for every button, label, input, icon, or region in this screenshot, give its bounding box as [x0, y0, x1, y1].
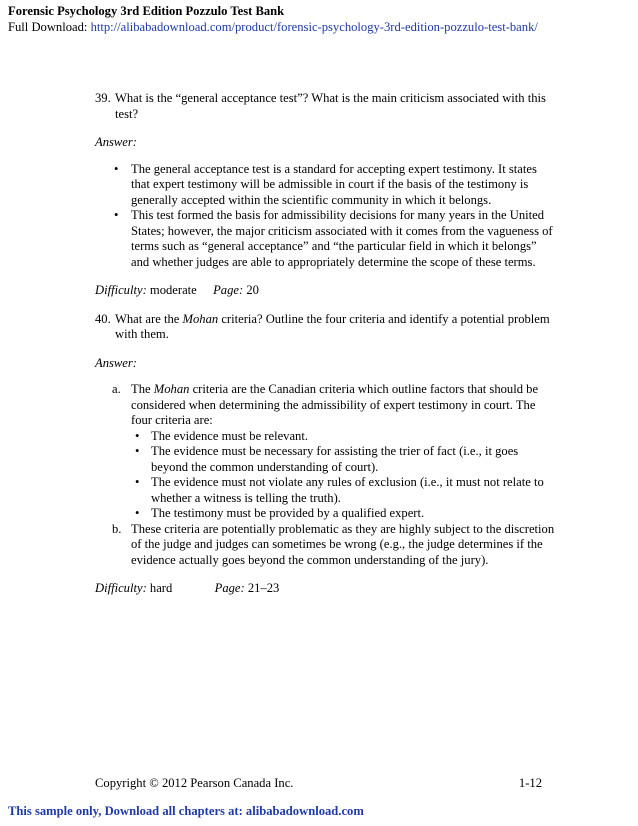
answer-text-emphasis: Mohan [153, 382, 190, 396]
answer-bullets [95, 162, 555, 271]
page-footer [95, 776, 542, 792]
copyright: Copyright © 2012 Pearson Canada Inc. [95, 776, 294, 790]
answer-item-b [95, 522, 555, 569]
question-text [115, 312, 555, 343]
download-prefix: Full Download: [8, 20, 91, 34]
answer-item-a [95, 382, 555, 522]
difficulty-label: Difficulty: [95, 581, 147, 595]
download-line [8, 19, 634, 35]
difficulty-line [95, 283, 555, 299]
criteria-item: • The evidence must be relevant. [131, 429, 555, 445]
question-content [95, 91, 555, 597]
page-header [8, 3, 634, 35]
answer-label: Answer: [95, 135, 137, 149]
item-marker: a. [112, 382, 121, 396]
question-text-part: What are the [115, 311, 183, 326]
page-number: 1-12 [518, 776, 542, 790]
criteria-item: • The evidence must not violate any rules of exclusion (i.e., it must not relate to whether a witness is telling the truth). [131, 475, 555, 506]
page-label: Page: [213, 283, 244, 297]
answer-text-part: The [131, 382, 154, 396]
item-marker: b. [112, 521, 122, 536]
difficulty-line [95, 581, 555, 597]
question-text-emphasis: Mohan [182, 311, 219, 326]
question-number: 39. [95, 91, 111, 105]
criteria-item: • The evidence must be necessary for assisting the trier of fact (i.e., it goes beyond the common understanding of court). [131, 444, 555, 475]
answer-text: These criteria are potentially problematic as they are highly subject to the discretion of the judge and judges can sometimes be wrong (e.g., the judge determines if the evidence actually goes beyond the common understanding of the jury). [131, 521, 555, 567]
question-number: 40. [95, 311, 111, 326]
answer-list [95, 382, 555, 568]
page-label: Page: [214, 581, 245, 595]
answer-bullet: • The general acceptance test is a standard for accepting expert testimony. It states that expert testimony will be admissible in court if the basis of the testimony is generally accepted within the scientific community in which it belongs. [95, 162, 555, 209]
question-text: What is the “general acceptance test”? What is the main criticism associated with this test? [115, 91, 546, 121]
question-39 [95, 91, 555, 122]
page-value: 20 [246, 283, 259, 297]
document-title: Forensic Psychology 3rd Edition Pozzulo Test Bank [8, 4, 285, 18]
answer-label: Answer: [95, 355, 137, 370]
answer-text-part: criteria are the Canadian criteria which outline factors that should be considered when determining the admissibility of expert testimony in court. The four criteria are: [131, 382, 539, 427]
question-text-part: criteria? Outline the four criteria and identify a potential problem with them. [115, 311, 550, 341]
download-link[interactable]: http://alibabadownload.com/product/forensic-psychology-3rd-edition-pozzulo-test-bank/ [90, 20, 538, 34]
question-40 [95, 312, 555, 343]
difficulty-label: Difficulty: [95, 283, 147, 297]
answer-bullet: • This test formed the basis for admissibility decisions for many years in the United States; however, the major criticism associated with it comes from the vagueness of terms such as “general acceptance” and “the particular field in which it belongs” and whether judges are able to appropriately determine the scope of these terms. [95, 208, 555, 270]
criteria-item: • The testimony must be provided by a qualified expert. [131, 506, 555, 522]
sample-notice: This sample only, Download all chapters at: alibabadownload.com [8, 804, 364, 818]
criteria-list [131, 429, 555, 522]
difficulty-value: hard [149, 581, 173, 595]
difficulty-value: moderate [149, 283, 197, 297]
page-value: 21–23 [247, 581, 280, 595]
